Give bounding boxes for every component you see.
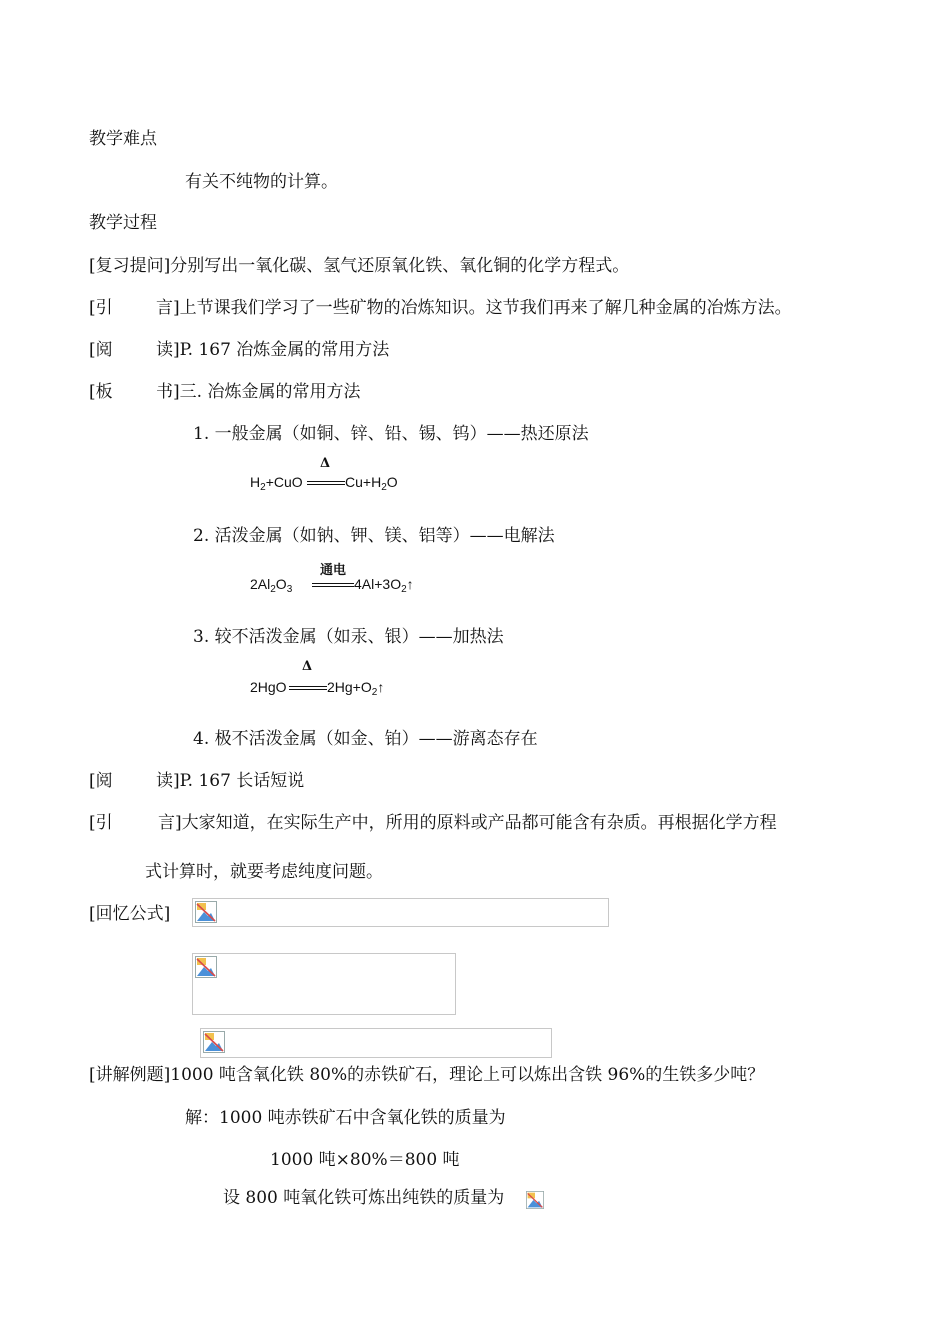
formula-image-1 bbox=[192, 898, 609, 927]
formula-image-3 bbox=[200, 1028, 552, 1058]
read1-label-close: 读] bbox=[156, 340, 180, 360]
broken-image-icon bbox=[526, 1191, 544, 1209]
eq1-left: $H_2+CuO$ bbox=[250, 474, 303, 493]
intro1-label-close: 言] bbox=[156, 298, 180, 318]
intro1-text: 上节课我们学习了一些矿物的冶炼知识。这节我们再来了解几种金属的冶炼方法。 bbox=[179, 298, 792, 318]
solution-line-2: 1000 吨×80%＝800 吨 bbox=[270, 1150, 460, 1170]
eq3-equals bbox=[289, 686, 327, 690]
read2-line bbox=[89, 770, 304, 792]
example-label: [讲解例题] bbox=[89, 1065, 171, 1085]
read2-label-open: [阅 bbox=[89, 771, 113, 791]
eq2-right: $4Al+3O_2↑$ bbox=[354, 576, 414, 595]
eq2-equals bbox=[312, 583, 354, 587]
eq2-left: $2Al_2O_3$ bbox=[250, 576, 293, 595]
read2-text: P. 167 长话短说 bbox=[179, 771, 305, 791]
eq3-right: $2Hg+O_2↑$ bbox=[327, 679, 385, 698]
intro2-text: 大家知道，在实际生产中，所用的原料或产品都可能含有杂质。再根据化学方程 bbox=[181, 813, 777, 833]
read1-line bbox=[89, 339, 389, 361]
solution-line-3: 设 800 吨氧化铁可炼出纯铁的质量为 bbox=[223, 1188, 505, 1208]
method-4: 4. 极不活泼金属（如金、铂）——游离态存在 bbox=[193, 729, 538, 749]
broken-image-icon bbox=[195, 901, 217, 923]
intro2-label-close: 言] bbox=[158, 813, 182, 833]
example-text: 1000 吨含氧化铁 80%的赤铁矿石，理论上可以炼出含铁 96%的生铁多少吨？ bbox=[170, 1065, 765, 1085]
method-2: 2. 活泼金属（如钠、钾、镁、铝等）——电解法 bbox=[193, 526, 555, 546]
eq3-condition: Δ bbox=[301, 659, 313, 674]
broken-image-icon bbox=[195, 956, 217, 978]
example-line bbox=[89, 1064, 764, 1086]
board-label-close: 书] bbox=[156, 382, 180, 402]
board-line bbox=[89, 381, 360, 403]
difficulty-text: 有关不纯物的计算。 bbox=[185, 172, 338, 192]
intro2-line bbox=[89, 812, 777, 834]
broken-image-icon bbox=[203, 1031, 225, 1053]
read1-text: P. 167 冶炼金属的常用方法 bbox=[179, 340, 390, 360]
review-line bbox=[89, 255, 629, 277]
review-text: 分别写出一氧化碳、氢气还原氧化铁、氧化铜的化学方程式。 bbox=[170, 256, 630, 276]
eq1-equals bbox=[307, 481, 345, 485]
heading-difficulty: 教学难点 bbox=[89, 129, 157, 149]
eq2-condition: 通电 bbox=[319, 563, 346, 578]
eq3-left: 2HgO bbox=[250, 679, 287, 695]
intro1-line bbox=[89, 297, 792, 319]
eq1-right: $Cu+H_2O$ bbox=[345, 474, 398, 493]
review-label: [复习提问] bbox=[89, 256, 171, 276]
heading-process: 教学过程 bbox=[89, 213, 157, 233]
intro1-label-open: [引 bbox=[89, 298, 113, 318]
formula-image-2 bbox=[192, 953, 456, 1015]
intro2-continuation: 式计算时，就要考虑纯度问题。 bbox=[145, 862, 383, 882]
read1-label-open: [阅 bbox=[89, 340, 113, 360]
board-text: 三. 冶炼金属的常用方法 bbox=[179, 382, 361, 402]
board-label-open: [板 bbox=[89, 382, 113, 402]
method-3: 3. 较不活泼金属（如汞、银）——加热法 bbox=[193, 627, 504, 647]
intro2-label-open: [引 bbox=[89, 813, 113, 833]
recall-label: [回忆公式] bbox=[89, 904, 171, 924]
eq1-condition: Δ bbox=[319, 456, 331, 471]
solution-line-1: 解：1000 吨赤铁矿石中含氧化铁的质量为 bbox=[185, 1108, 506, 1128]
read2-label-close: 读] bbox=[156, 771, 180, 791]
method-1: 1. 一般金属（如铜、锌、铅、锡、钨）——热还原法 bbox=[193, 424, 589, 444]
